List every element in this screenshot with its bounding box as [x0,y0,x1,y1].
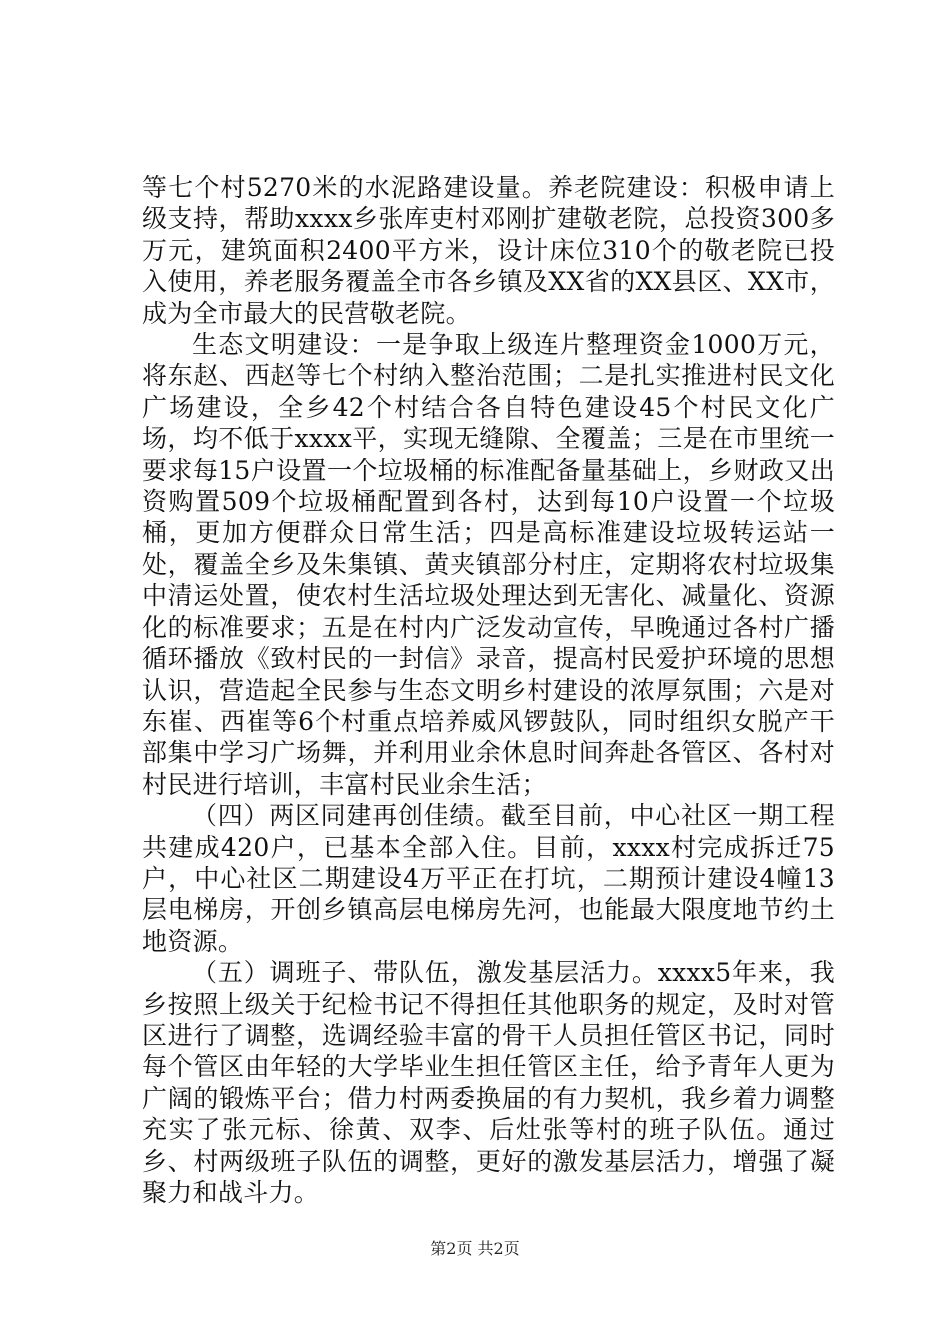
paragraph-roads-elderly-home: 等七个村5270米的水泥路建设量。养老院建设：积极申请上级支持，帮助xxxx乡张库吏村邓刚扩建敬老院，总投资300多万元，建筑面积2400平方米，设计床位310个的敬老院已投入使用，养老服务覆盖全市各乡镇及XX省的XX县区、XX市，成为全市最大的民营敬老院。 [142,173,835,328]
document-body [142,172,835,1208]
page-footer: 第2页 共2页 [430,1239,520,1258]
paragraph-team-building: （五）调班子、带队伍，激发基层活力。xxxx5年来，我乡按照上级关于纪检书记不得担任其他职务的规定，及时对管区进行了调整，选调经验丰富的骨干人员担任管区书记，同时每个管区由年轻的大学毕业生担任管区主任，给予青年人更为广阔的锻炼平台；借力村两委换届的有力契机，我乡着力调整充实了张元标、徐黄、双李、后灶张等村的班子队伍。通过乡、村两级班子队伍的调整，更好的激发基层活力，增强了凝聚力和战斗力。 [142,958,835,1207]
paragraph-ecological-civilization: 生态文明建设：一是争取上级连片整理资金1000万元，将东赵、西赵等七个村纳入整治范围；二是扎实推进村民文化广场建设，全乡42个村结合各自特色建设45个村民文化广场，均不低于xxxx平，实现无缝隙、全覆盖；三是在市里统一要求每15户设置一个垃圾桶的标准配备量基础上，乡财政又出资购置509个垃圾桶配置到各村，达到每10户设置一个垃圾桶，更加方便群众日常生活；四是高标准建设垃圾转运站一处，覆盖全乡及朱集镇、黄夹镇部分村庄，定期将农村垃圾集中清运处置，使农村生活垃圾处理达到无害化、减量化、资源化的标准要求；五是在村内广泛发动宣传，早晚通过各村广播循环播放《致村民的一封信》录音，提高村民爱护环境的思想认识，营造起全民参与生态文明乡村建设的浓厚氛围；六是对东崔、西崔等6个村重点培养威风锣鼓队，同时组织女脱产干部集中学习广场舞，并利用业余休息时间奔赴各管区、各村对村民进行培训，丰富村民业余生活； [142,330,835,799]
paragraph-two-districts: （四）两区同建再创佳绩。截至目前，中心社区一期工程共建成420户，已基本全部入住。目前，xxxx村完成拆迁75户，中心社区二期建设4万平正在打坑，二期预计建设4幢13层电梯房，开创乡镇高层电梯房先河，也能最大限度地节约土地资源。 [142,801,835,956]
